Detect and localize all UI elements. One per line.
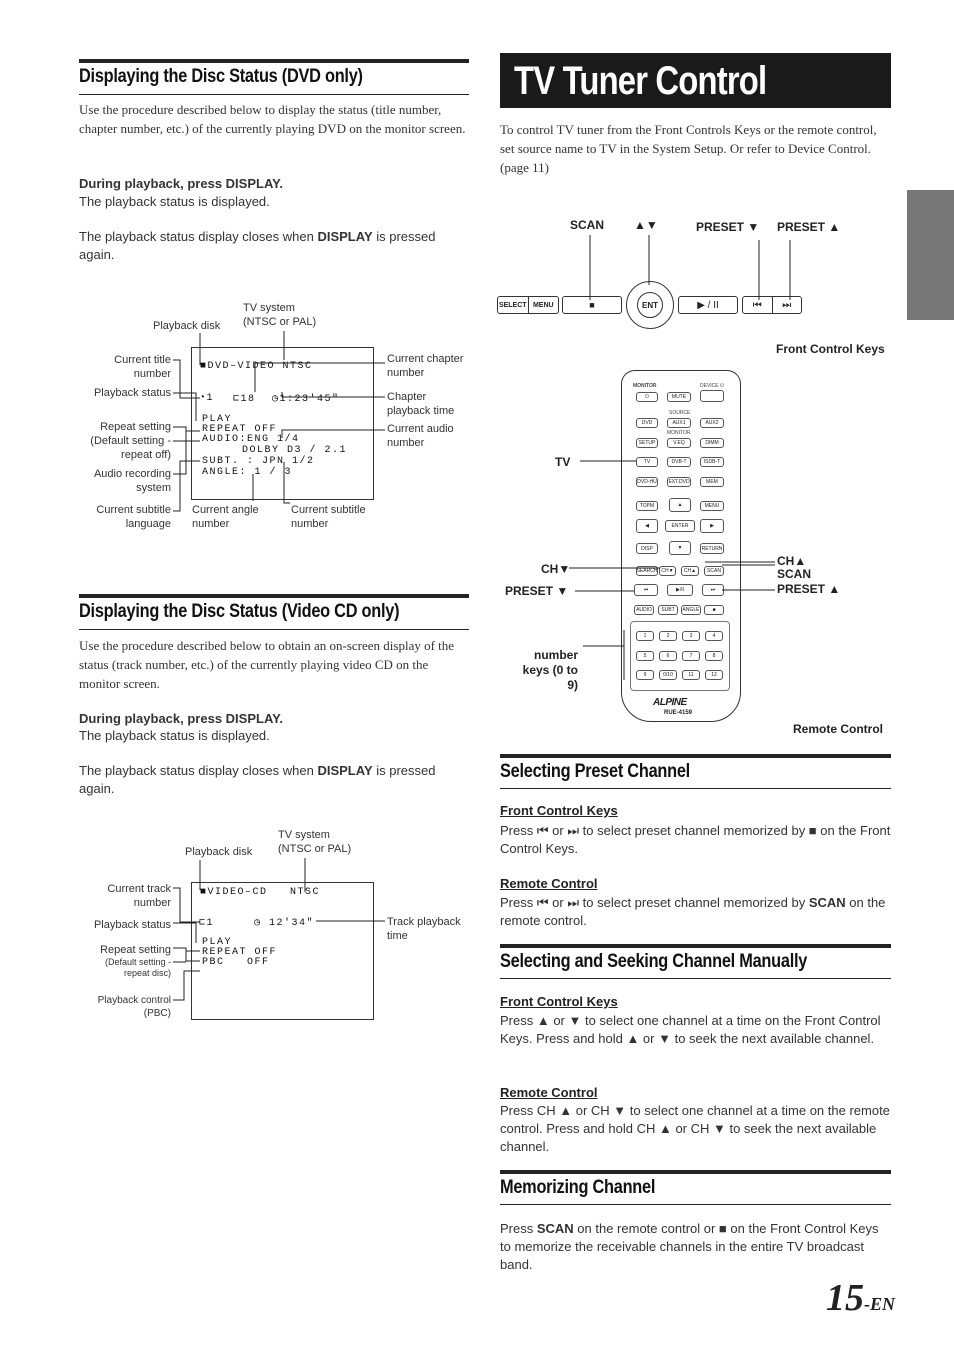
label-playback-disk: Playback disk bbox=[185, 846, 253, 858]
key-6[interactable]: 6 bbox=[659, 651, 677, 661]
label-preset-up: PRESET ▲ bbox=[777, 220, 841, 234]
aux2-button[interactable]: AUX2 bbox=[700, 418, 724, 428]
label-subtitle-language: Current subtitle language bbox=[96, 504, 171, 530]
osd-time: ◷1:23'45" bbox=[272, 394, 340, 405]
setup-button[interactable]: SETUP bbox=[636, 438, 658, 448]
osd-dolby: DOLBY D3 / 2.1 bbox=[242, 445, 348, 456]
label-playback-status: Playback status bbox=[93, 387, 171, 399]
label-repeat-default: (Default setting - repeat disc) bbox=[104, 957, 171, 978]
osd-angle: ANGLE: 1 / 3 bbox=[202, 467, 293, 478]
mem-button[interactable]: MEM bbox=[700, 477, 724, 487]
prev-icon[interactable]: ⏮ bbox=[743, 297, 773, 313]
label-number-keys: number keys (0 to 9) bbox=[522, 648, 578, 692]
label-playback-status: Playback status bbox=[93, 919, 171, 931]
dvbt-button[interactable]: DVB-T bbox=[667, 457, 691, 467]
tv-button[interactable]: TV bbox=[636, 457, 658, 467]
audio-button[interactable]: AUDIO bbox=[634, 605, 654, 615]
aux1-button[interactable]: AUX1 bbox=[667, 418, 691, 428]
section-title-dvd: Displaying the Disc Status (DVD only) bbox=[79, 66, 363, 87]
label-preset-up-remote: PRESET ▲ bbox=[777, 582, 841, 596]
section-title-preset: Selecting Preset Channel bbox=[500, 761, 690, 782]
label-angle-number: Current angle number bbox=[192, 504, 259, 530]
label-ch-down: CH▼ bbox=[541, 562, 571, 576]
mute-button[interactable]: MUTE bbox=[667, 392, 691, 402]
label-tv-system: TV system (NTSC or PAL) bbox=[243, 302, 317, 328]
isdbt-button[interactable]: ISDB-T bbox=[700, 457, 724, 467]
key-0[interactable]: 0/10 bbox=[659, 670, 677, 680]
play-pause-button[interactable]: ▶/II bbox=[667, 584, 693, 596]
dvd-button[interactable]: DVD bbox=[636, 418, 658, 428]
key-1[interactable]: 1 bbox=[636, 631, 654, 641]
section-title-vcd: Displaying the Disc Status (Video CD only) bbox=[79, 601, 400, 622]
vcd-during: During playback, press DISPLAY. bbox=[79, 711, 284, 726]
vcd-intro: Use the procedure described below to obtain an on-screen display of the status (track number, etc.) of the currently playing video CD on the monitor screen. bbox=[79, 638, 455, 691]
dvd-during: During playback, press DISPLAY. bbox=[79, 176, 284, 191]
osd-track-time: ◷ 12'34" bbox=[254, 918, 315, 929]
key-4[interactable]: 4 bbox=[705, 631, 723, 641]
monitor-label: MONITOR bbox=[667, 430, 691, 436]
osd-play: PLAY bbox=[202, 414, 233, 425]
label-current-chapter: Current chapter number bbox=[387, 353, 464, 379]
subt-button[interactable]: SUBT bbox=[658, 605, 678, 615]
enter-button[interactable]: ENTER bbox=[665, 520, 695, 532]
section-title-seek: Selecting and Seeking Channel Manually bbox=[500, 951, 808, 972]
key-7[interactable]: 7 bbox=[682, 651, 700, 661]
label-track-time: Track playback time bbox=[387, 916, 461, 942]
disp-button[interactable]: DISP bbox=[636, 543, 658, 554]
key-5[interactable]: 5 bbox=[636, 651, 654, 661]
scan-button[interactable]: SCAN bbox=[704, 566, 724, 576]
dvd-status-displayed: The playback status is displayed. bbox=[79, 194, 270, 209]
source-label: SOURCE bbox=[669, 410, 691, 416]
angle-button[interactable]: ANGLE bbox=[682, 607, 700, 613]
label-preset-down: PRESET ▼ bbox=[505, 584, 569, 598]
vcd-status-displayed: The playback status is displayed. bbox=[79, 728, 270, 743]
prev-button[interactable]: ⏮ bbox=[634, 584, 658, 596]
label-scan: SCAN bbox=[570, 218, 605, 232]
osd-pbc: PBC OFF bbox=[202, 957, 270, 968]
device-power-button[interactable] bbox=[700, 390, 724, 402]
seek-rc-text: Press CH ▲ or CH ▼ to select one channel at a time on the remote control. Press and hold CH ▲ or CH ▼ to seek the next available channel. bbox=[500, 1103, 890, 1154]
front-leader-lines bbox=[0, 230, 954, 310]
key-3[interactable]: 3 bbox=[682, 631, 700, 641]
osd-chapter-number: ⊏18 bbox=[233, 394, 256, 405]
label-repeat-setting: Repeat setting bbox=[100, 944, 171, 956]
label-current-track: Current track number bbox=[107, 883, 171, 909]
left-button[interactable]: ◀ bbox=[636, 519, 658, 533]
label-ch-up: CH▲ bbox=[777, 554, 807, 568]
key-11[interactable]: 11 bbox=[682, 670, 700, 680]
key-9[interactable]: 9 bbox=[636, 670, 654, 680]
osd-audio: AUDIO:ENG 1/4 bbox=[202, 434, 300, 445]
label-scan-remote: SCAN bbox=[777, 567, 812, 581]
next-icon[interactable]: ⏭ bbox=[782, 299, 792, 311]
dvdhu-button[interactable]: DVD-HU bbox=[637, 479, 657, 485]
remote-leader-lines bbox=[0, 440, 954, 700]
section-title-memorize: Memorizing Channel bbox=[500, 1177, 656, 1198]
stop-button[interactable]: ■ bbox=[704, 605, 724, 615]
preset-rc-text: Press ⏮ or ⏭ to select preset channel memorized by SCAN on the remote control. bbox=[500, 895, 886, 928]
dvd-intro: Use the procedure described below to display the status (title number, chapter number, etc.) of the currently playing DVD on the monitor screen. bbox=[79, 102, 466, 136]
ch-up-button[interactable]: CH▲ bbox=[681, 566, 699, 576]
extdvd-button[interactable]: EXT.DVD bbox=[668, 479, 690, 485]
osd-subtitle: SUBT. : JPN 1/2 bbox=[202, 456, 315, 467]
stop-key[interactable]: ■ bbox=[562, 296, 622, 314]
osd-play: PLAY bbox=[202, 937, 233, 948]
page-number: 15-EN bbox=[826, 1277, 895, 1319]
label-current-audio: Current audio number bbox=[387, 423, 454, 449]
monitor-power-button[interactable]: ⏻ bbox=[636, 392, 658, 402]
main-title-bar bbox=[500, 53, 891, 108]
topm-button[interactable]: TOPM bbox=[636, 501, 658, 511]
osd-disk-line: ■DVD–VIDEO NTSC bbox=[200, 361, 313, 372]
label-chapter-time: Chapter playback time bbox=[387, 391, 455, 417]
key-12[interactable]: 12 bbox=[705, 670, 723, 680]
remote-brand-logo: ALPINE bbox=[653, 697, 687, 708]
return-button[interactable]: RETURN bbox=[700, 543, 724, 554]
ch-down-button[interactable]: CH▼ bbox=[659, 566, 676, 576]
seek-rc-head: Remote Control bbox=[500, 1085, 598, 1100]
caption-front-control-keys: Front Control Keys bbox=[776, 342, 885, 356]
ent-key[interactable]: ENT bbox=[637, 292, 663, 318]
label-preset-down: PRESET ▼ bbox=[696, 220, 760, 234]
seek-fck-text: Press ▲ or ▼ to select one channel at a time on the Front Control Keys. Press and hold ▲ or ▼ to seek the next available channel. bbox=[500, 1013, 881, 1046]
veq-button[interactable]: V.EQ bbox=[667, 438, 691, 448]
seek-fck-head: Front Control Keys bbox=[500, 994, 618, 1009]
key-8[interactable]: 8 bbox=[705, 651, 723, 661]
caption-remote-control: Remote Control bbox=[793, 722, 883, 736]
right-button[interactable]: ▶ bbox=[700, 519, 724, 533]
preset-rc-head: Remote Control bbox=[500, 876, 598, 891]
main-title: TV Tuner Control bbox=[514, 59, 767, 103]
label-playback-control: Playback control (PBC) bbox=[97, 995, 171, 1019]
vcd-closes: The playback status display closes when DISPLAY is pressed again. bbox=[79, 763, 436, 796]
preset-fck-head: Front Control Keys bbox=[500, 803, 618, 818]
up-button[interactable]: ▲ bbox=[669, 498, 691, 512]
select-menu-key[interactable]: SELECT MENU bbox=[497, 296, 559, 314]
dvd-closes: The playback status display closes when DISPLAY is pressed again. bbox=[79, 229, 436, 262]
remote-device-label: DEVICE ⏻ bbox=[700, 383, 724, 389]
label-subtitle-number: Current subtitle number bbox=[291, 504, 366, 530]
osd-disk-line: ■VIDEO–CD NTSC bbox=[200, 887, 321, 898]
remote-monitor-label: MONITOR bbox=[633, 383, 657, 389]
search-button[interactable]: SEARCH bbox=[636, 568, 658, 574]
down-button[interactable]: ▼ bbox=[669, 541, 691, 555]
memorize-text: Press SCAN on the remote control or ■ on the Front Control Keys to memorize the receivable channels in the entire TV broadcast band. bbox=[500, 1221, 879, 1272]
label-repeat-setting: Repeat setting (Default setting - repeat off) bbox=[90, 421, 171, 461]
osd-track-number: ⊏1 bbox=[199, 918, 215, 929]
menu-button[interactable]: MENU bbox=[700, 501, 724, 511]
key-2[interactable]: 2 bbox=[659, 631, 677, 641]
label-tv: TV bbox=[555, 455, 571, 469]
dimm-button[interactable]: DIMM bbox=[700, 438, 724, 448]
osd-repeat: REPEAT OFF bbox=[202, 424, 278, 435]
osd-repeat: REPEAT OFF bbox=[202, 947, 278, 958]
preset-fck-text: Press ⏮ or ⏭ to select preset channel memorized by ■ on the Front Control Keys. bbox=[500, 823, 891, 856]
osd-title-number: ◔1 bbox=[199, 393, 215, 404]
label-tv-system: TV system (NTSC or PAL) bbox=[278, 829, 352, 855]
label-audio-recording: Audio recording system bbox=[93, 468, 171, 494]
next-button[interactable]: ⏭ bbox=[702, 584, 724, 596]
remote-model: RUE-4159 bbox=[664, 710, 693, 716]
label-updown: ▲▼ bbox=[634, 218, 658, 232]
play-pause-key[interactable]: ▶ / II bbox=[678, 296, 738, 314]
label-playback-disk: Playback disk bbox=[153, 320, 221, 332]
tv-intro: To control TV tuner from the Front Controls Keys or the remote control, set source name to TV in the System Setup. Or refer to Device Control. (page 11) bbox=[500, 122, 877, 175]
label-current-title: Current title number bbox=[114, 354, 171, 380]
